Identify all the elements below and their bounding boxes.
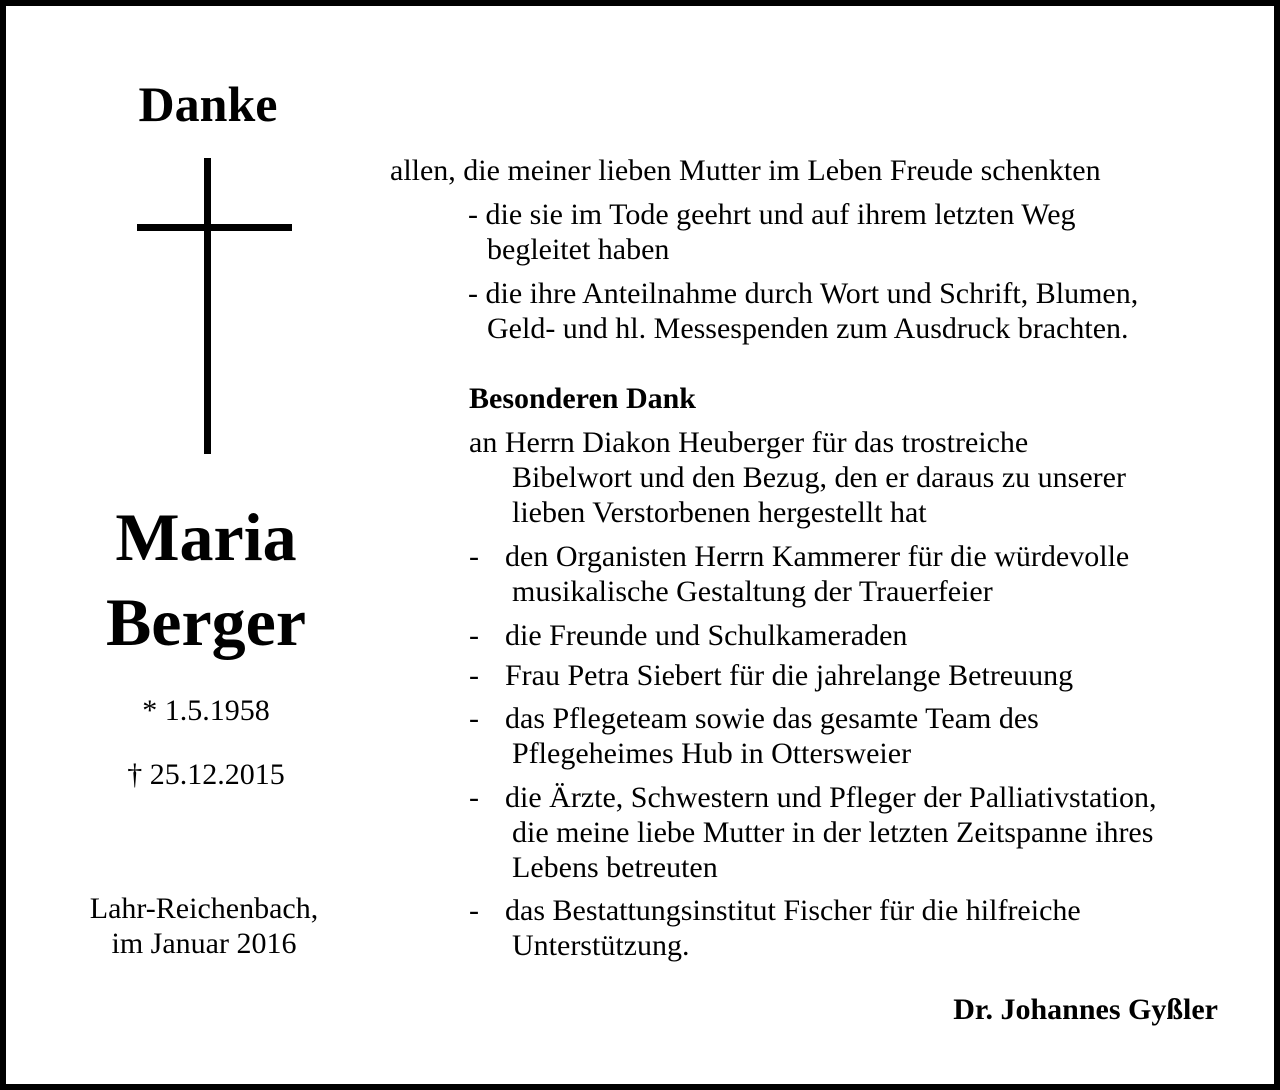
- cross-vertical-bar: [204, 158, 211, 454]
- bullet-dash: -: [469, 702, 479, 735]
- special-thanks-item-line: das Bestattungsinstitut Fischer für die hilfreiche: [505, 894, 1081, 927]
- birth-date: * 1.5.1958: [142, 694, 270, 727]
- special-thanks-heading: Besonderen Dank: [469, 382, 696, 415]
- special-thanks-item-line: Unterstützung.: [512, 929, 690, 962]
- heading: Danke: [138, 76, 278, 132]
- date-line: im Januar 2016: [111, 927, 297, 960]
- thanks-item-line: Geld- und hl. Messespenden zum Ausdruck brachten.: [487, 312, 1129, 345]
- bullet-dash: -: [469, 659, 479, 692]
- thanks-item-line: begleitet haben: [487, 233, 670, 266]
- place-line: Lahr-Reichenbach,: [89, 892, 319, 925]
- deceased-first-name: Maria: [115, 499, 297, 575]
- deceased-last-name: Berger: [105, 584, 307, 660]
- bullet-dash: -: [469, 540, 479, 573]
- special-thanks-item-line: musikalische Gestaltung der Trauerfeier: [512, 575, 993, 608]
- special-thanks-item-line: Frau Petra Siebert für die jahrelange Betreuung: [505, 659, 1074, 692]
- special-thanks-item-line: die Ärzte, Schwestern und Pfleger der Palliativstation,: [505, 781, 1157, 814]
- bullet-dash: -: [469, 781, 479, 814]
- special-thanks-item-line: die meine liebe Mutter in der letzten Zeitspanne ihres: [512, 816, 1154, 849]
- special-thanks-intro-line: Bibelwort und den Bezug, den er daraus zu unserer: [512, 461, 1126, 494]
- thanks-intro: allen, die meiner lieben Mutter im Leben Freude schenkten: [390, 154, 1101, 187]
- cross-horizontal-bar: [137, 224, 292, 231]
- special-thanks-item-line: das Pflegeteam sowie das gesamte Team des: [505, 702, 1039, 735]
- thanks-item-line: - die ihre Anteilnahme durch Wort und Schrift, Blumen,: [468, 277, 1139, 310]
- bullet-dash: -: [469, 619, 479, 652]
- thanks-item-line: - die sie im Tode geehrt und auf ihrem letzten Weg: [468, 198, 1076, 231]
- signature: Dr. Johannes Gyßler: [953, 993, 1218, 1026]
- death-date: † 25.12.2015: [127, 758, 285, 791]
- special-thanks-intro-line: lieben Verstorbenen hergestellt hat: [512, 496, 927, 529]
- special-thanks-item-line: die Freunde und Schulkameraden: [505, 619, 908, 652]
- special-thanks-item-line: Lebens betreuten: [512, 851, 718, 884]
- special-thanks-intro-line: an Herrn Diakon Heuberger für das trostreiche: [469, 426, 1029, 459]
- special-thanks-item-line: den Organisten Herrn Kammerer für die würdevolle: [505, 540, 1130, 573]
- special-thanks-item-line: Pflegeheimes Hub in Ottersweier: [512, 737, 912, 770]
- bullet-dash: -: [469, 894, 479, 927]
